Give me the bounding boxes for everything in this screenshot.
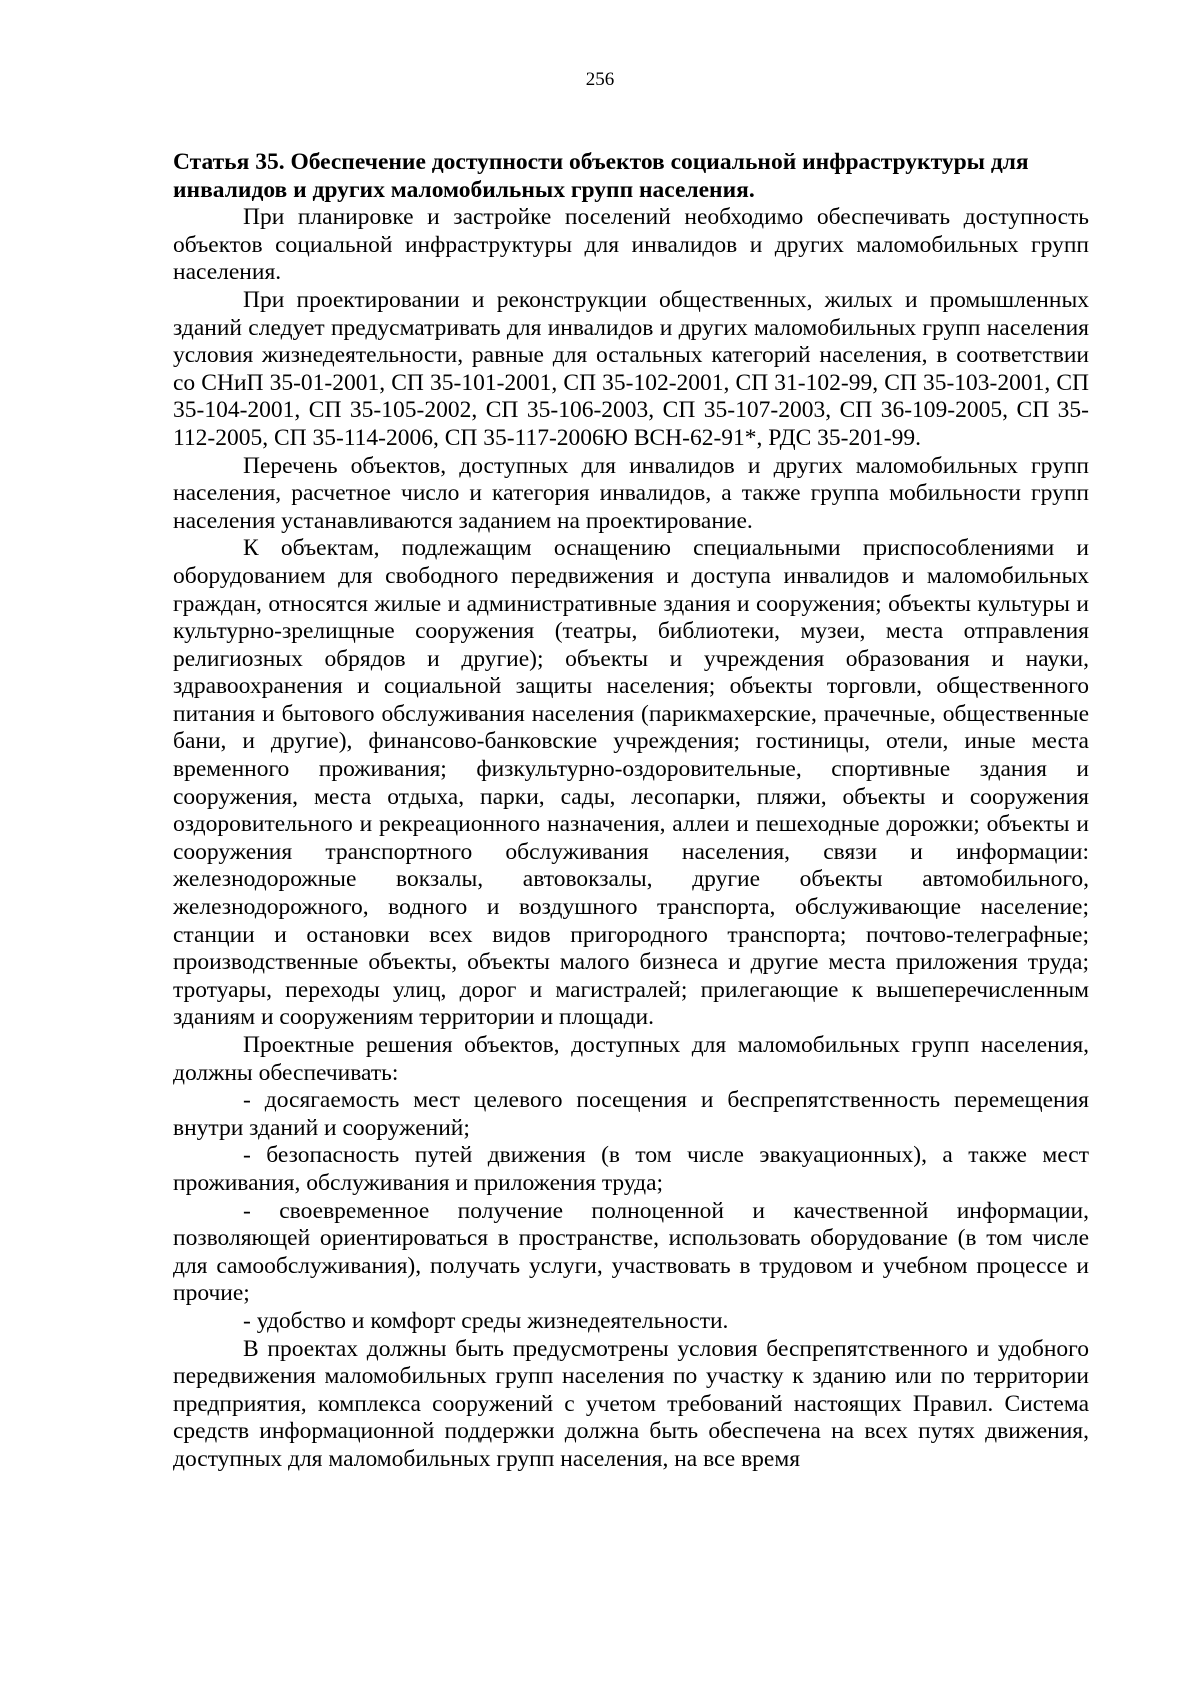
paragraph-movement-conditions: В проектах должны быть предусмотрены условия беспрепятственного и удобного передвижения маломобильных групп населения по участку к зданию или по территории предприятия, комплекса сооружений с учетом требований настоящих Правил. Система средств информационной поддержки должна быть обеспечена на всех путях движения, доступных для маломобильных групп населения, на все время [173, 1335, 1089, 1472]
paragraph-design-standards: При проектировании и реконструкции общественных, жилых и промышленных зданий следует предусматривать для инвалидов и других маломобильных групп населения условия жизнедеятельности, равные для остальных категорий населения, в соответствии со СНиП 35-01-2001, СП 35-101-2001, СП 35-102-2001, СП 31-102-99, СП 35-103-2001, СП 35-104-2001, СП 35-105-2002, СП 35-106-2003, СП 35-107-2003, СП 36-109-2005, СП 35-112-2005, СП 35-114-2006, СП 35-117-2006Ю ВСН-62-91*, РДС 35-201-99. [173, 286, 1089, 451]
list-item-safety: - безопасность путей движения (в том числе эвакуационных), а также мест проживания, обслуживания и приложения труда; [173, 1142, 1089, 1196]
paragraph-equipped-objects: К объектам, подлежащим оснащению специальными приспособлениями и оборудованием для свободного передвижения и доступа инвалидов и маломобильных граждан, относятся жилые и административные здания и сооружения; объекты культуры и культурно-зрелищные сооружения (театры, библиотеки, музеи, места отправления религиозных обрядов и другие); объекты и учреждения образования и науки, здравоохранения и социальной защиты населения; объекты торговли, общественного питания и бытового обслуживания населения (парикмахерские, прачечные, общественные бани, и другие), финансово-банковские учреждения; гостиницы, отели, иные места временного проживания; физкультурно-оздоровительные, спортивные здания и сооружения, места отдыха, парки, сады, лесопарки, пляжи, объекты и сооружения оздоровительного и рекреационного назначения, аллеи и пешеходные дорожки; объекты и сооружения транспортного обслуживания населения, связи и информации: железнодорожные вокзалы, автовокзалы, другие объекты автомобильного, железнодорожного, водного и воздушного транспорта, обслуживающие население; станции и остановки всех видов пригородного транспорта; почтово-телеграфные; производственные объекты, объекты малого бизнеса и другие места приложения труда; тротуары, переходы улиц, дорог и магистралей; прилегающие к вышеперечисленным зданиям и сооружениям территории и площади. [173, 535, 1089, 1031]
document-body [173, 149, 1089, 1474]
paragraph-accessibility-planning: При планировке и застройке поселений необходимо обеспечивать доступность объектов социальной инфраструктуры для инвалидов и других маломобильных групп населения. [173, 204, 1089, 286]
page-number: 256 [585, 69, 615, 90]
list-item-information: - своевременное получение полноценной и качественной информации, позволяющей ориентироваться в пространстве, использовать оборудование (в том числе для самообслуживания), получать услуги, участвовать в трудовом и учебном процессе и прочие; [173, 1197, 1089, 1307]
list-item-reachability: - досягаемость мест целевого посещения и беспрепятственность перемещения внутри зданий и сооружений; [173, 1087, 1089, 1141]
article-heading: Статья 35. Обеспечение доступности объектов социальной инфраструктуры для инвалидов и других маломобильных групп населения. [173, 149, 1029, 203]
paragraph-design-solutions: Проектные решения объектов, доступных для маломобильных групп населения, должны обеспечивать: [173, 1032, 1089, 1086]
paragraph-object-list: Перечень объектов, доступных для инвалидов и других маломобильных групп населения, расчетное число и категория инвалидов, а также группа мобильности групп населения устанавливаются заданием на проектирование. [173, 452, 1089, 534]
list-item-comfort: - удобство и комфорт среды жизнедеятельности. [243, 1307, 729, 1334]
